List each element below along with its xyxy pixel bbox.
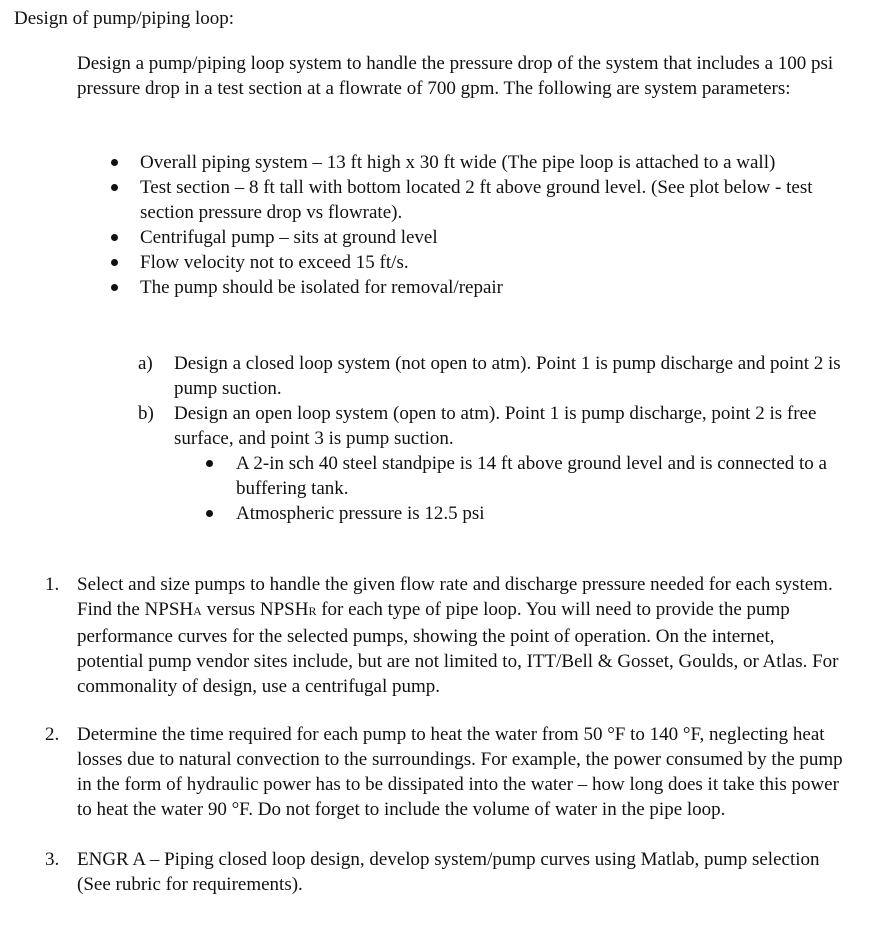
bullet-icon xyxy=(111,259,118,266)
task-number: 3. xyxy=(45,849,60,870)
list-item: Overall piping system – 13 ft high x 30 ft wide (The pipe loop is attached to a wall) xyxy=(111,150,831,175)
task-item-2: 2. Determine the time required for each pump to heat the water from 50 °F to 140 °F, neglecting heat losses due to natural convection to the surroundings. For example, the power consumed by the pump in the form of hydraulic power has to be dissipated into the water – how long does it take this power to heat the water 90 °F. Do not forget to include the volume of water in the pipe loop. xyxy=(45,724,843,820)
bullet-icon xyxy=(111,159,118,166)
list-item: Flow velocity not to exceed 15 ft/s. xyxy=(111,250,831,275)
list-item: Test section – 8 ft tall with bottom located 2 ft above ground level. (See plot below - test section pressure drop vs flowrate). xyxy=(111,175,831,225)
bullet-icon xyxy=(111,184,118,191)
design-option-a xyxy=(138,351,848,401)
list-marker: a) xyxy=(138,353,153,374)
bullet-icon xyxy=(111,284,118,291)
intro-paragraph: Design a pump/piping loop system to handle the pressure drop of the system that includes a 100 psi pressure drop in a test section at a flowrate of 700 gpm. The following are system parameters: xyxy=(77,53,834,99)
bullet-icon xyxy=(206,460,213,467)
list-item: Centrifugal pump – sits at ground level xyxy=(111,225,831,250)
design-options-list xyxy=(138,351,848,526)
bullet-icon xyxy=(111,234,118,241)
page-title: Design of pump/piping loop: xyxy=(14,8,235,29)
design-option-b xyxy=(138,401,848,526)
task-item-1: 1. Select and size pumps to handle the given flow rate and discharge pressure needed for each system. Find the NPSHA versus NPSHR for each type of pipe loop. You will need to provide the pump performance curves for the selected pumps, showing the point of operation. On the internet, potential pump vendor sites include, but are not limited to, ITT/Bell & Gosset, Goulds, or Atlas. For commonality of design, use a centrifugal pump. xyxy=(45,574,839,697)
system-parameters-list xyxy=(111,150,831,300)
open-loop-conditions-list xyxy=(174,451,848,526)
design-option-text: Design an open loop system (open to atm). Point 1 is pump discharge, point 2 is free surface, and point 3 is pump suction. xyxy=(174,403,817,449)
list-item: A 2-in sch 40 steel standpipe is 14 ft above ground level and is connected to a buffering tank. xyxy=(206,451,848,501)
design-option-text: Design a closed loop system (not open to atm). Point 1 is pump discharge and point 2 is pump suction. xyxy=(174,353,841,399)
task-number: 2. xyxy=(45,724,60,745)
task-list xyxy=(45,572,845,897)
list-marker: b) xyxy=(138,403,154,424)
bullet-icon xyxy=(206,510,213,517)
task-item-3: 3. ENGR A – Piping closed loop design, develop system/pump curves using Matlab, pump selection (See rubric for requirements). xyxy=(45,849,820,895)
task-number: 1. xyxy=(45,574,60,595)
list-item: Atmospheric pressure is 12.5 psi xyxy=(206,501,848,526)
list-item: The pump should be isolated for removal/repair xyxy=(111,275,831,300)
